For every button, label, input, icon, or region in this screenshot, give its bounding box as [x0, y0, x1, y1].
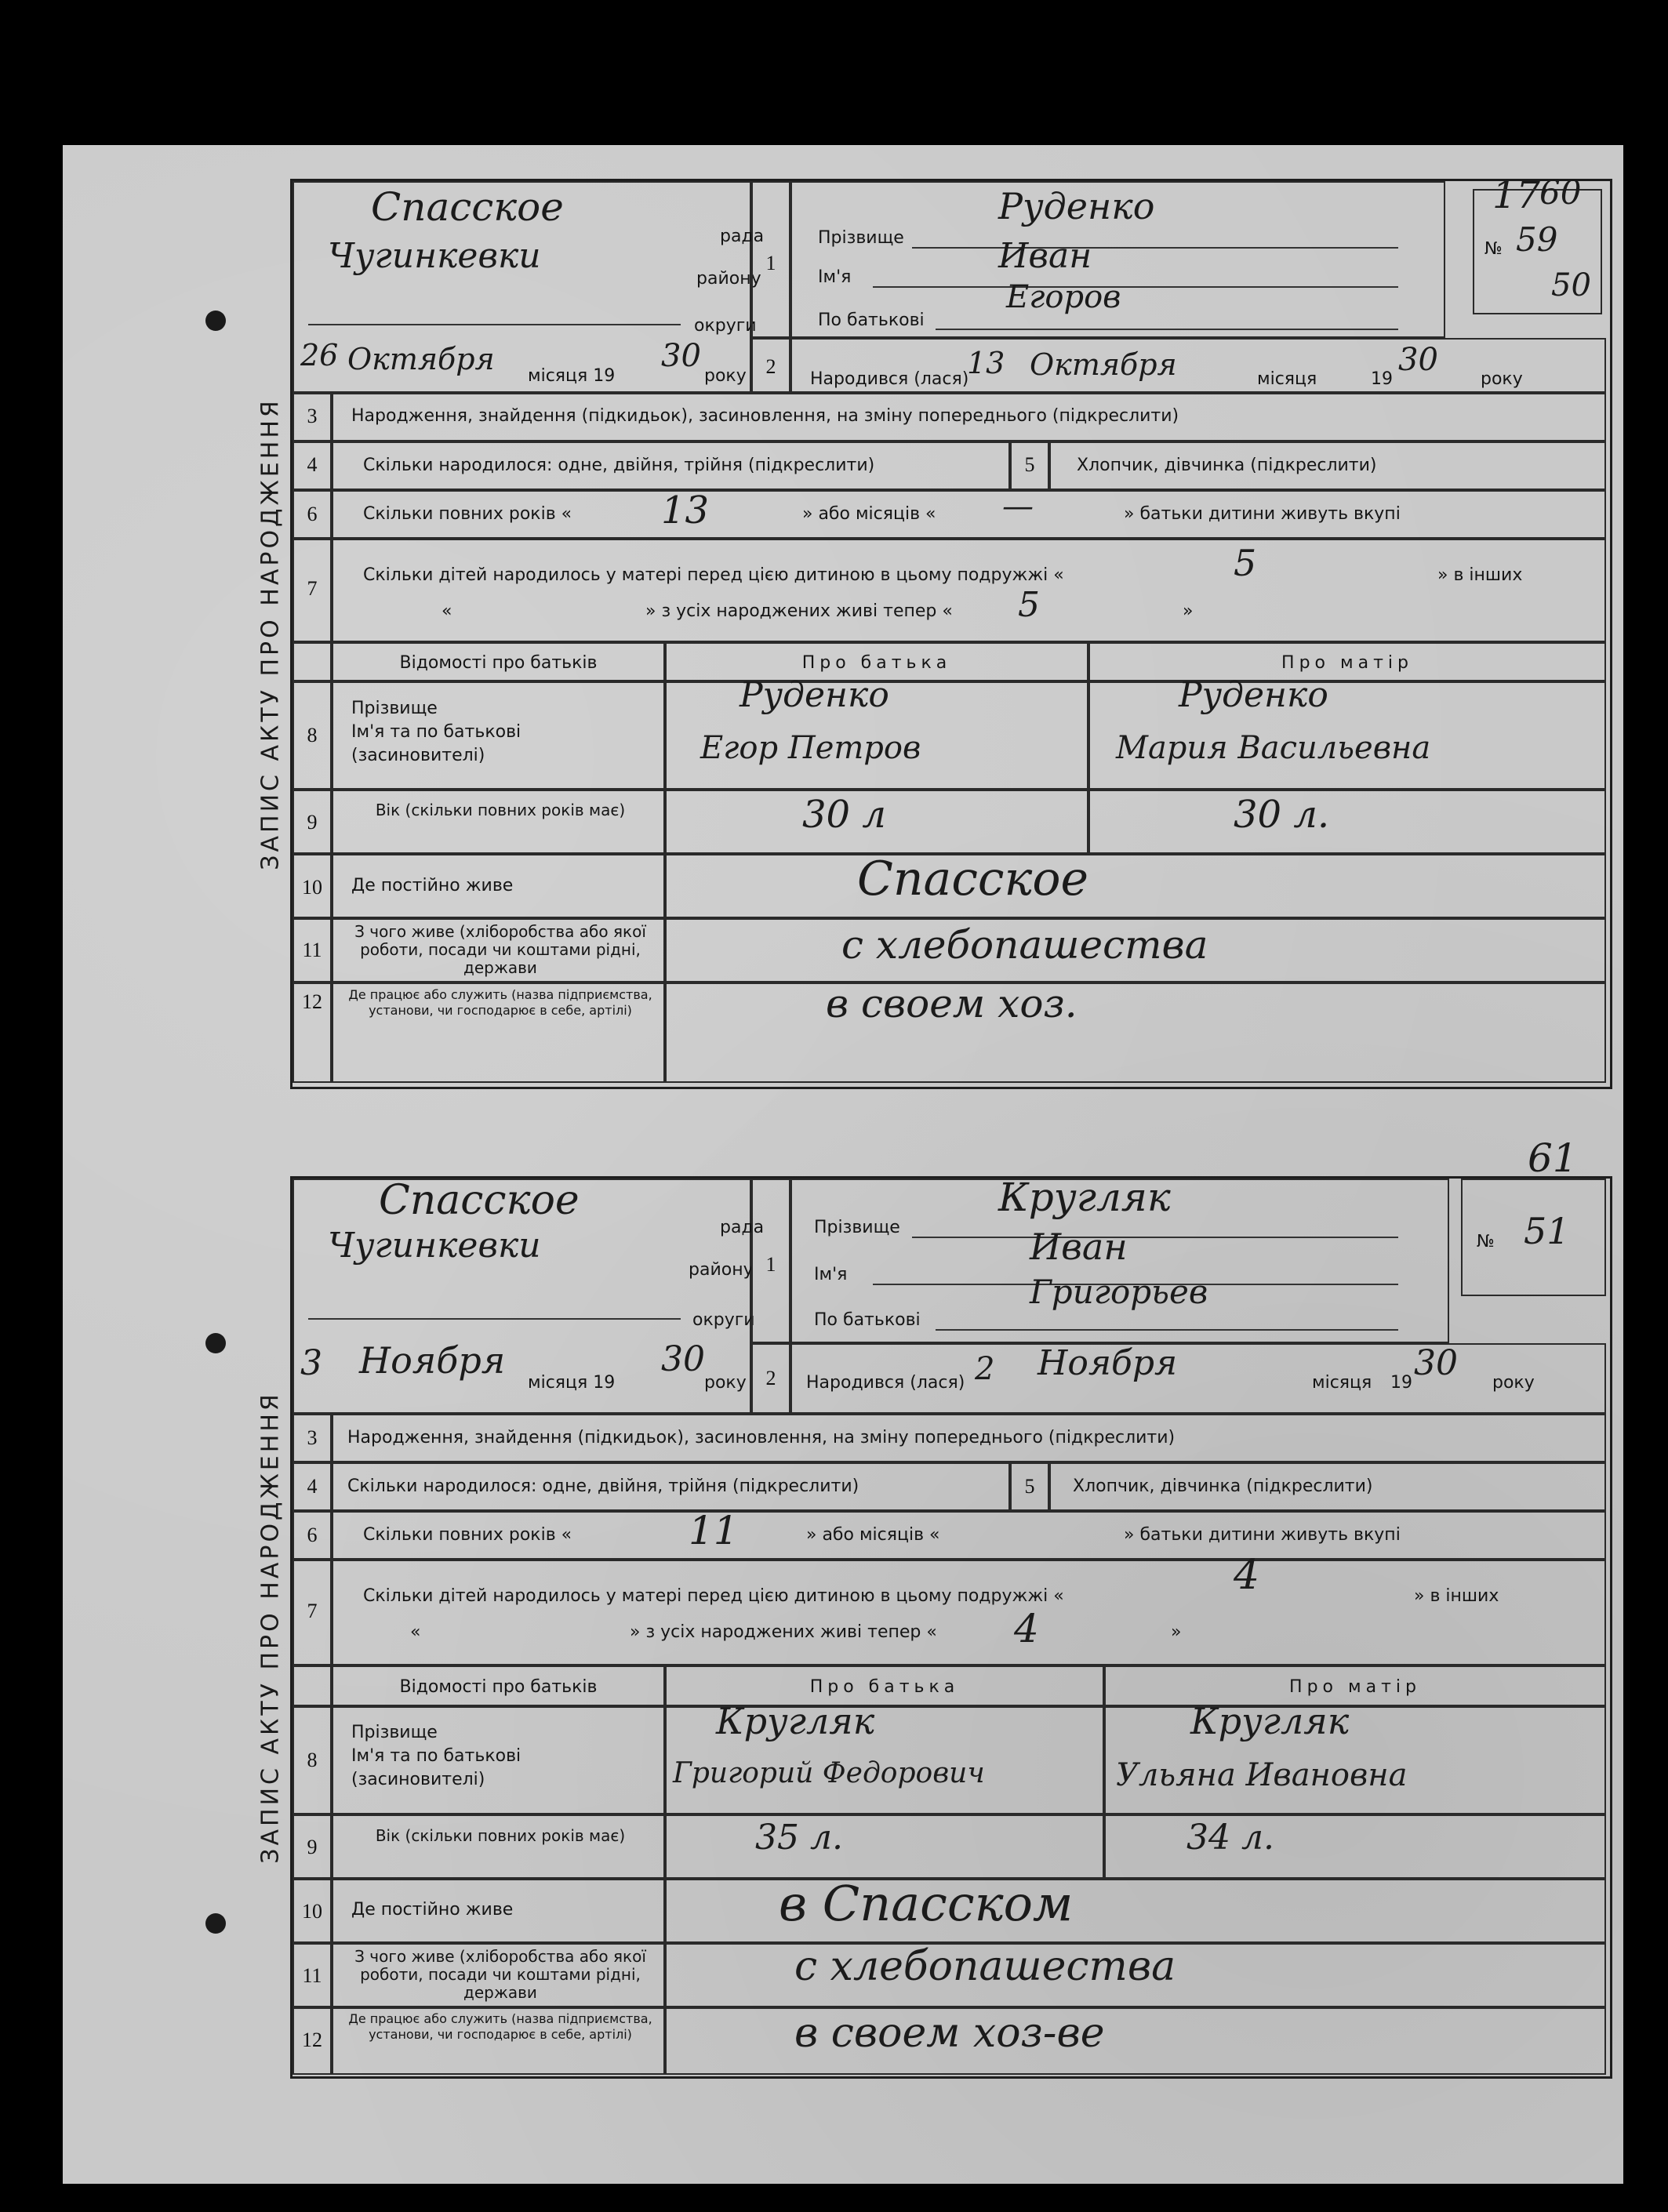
- raion-label: району: [696, 269, 761, 289]
- father-name: Егор Петров: [700, 730, 921, 766]
- birth-record-2: ЗАПИС АКТУ ПРО НАРОДЖЕННЯ Спасское рада Чугинкевки району округи 3 Ноября місяця 19 30 року 1 2 Прізвище Кругляк Ім'я Иван По батькові Григорьев № 61 51 Народився (лася) 2 Ноября місяця 19 30 року 3 Народження, знайдення (підкидьок), засиновлення, на зміну попереднього (підкреслити) 4 Скільки народилося: одне, двійня, трійня (підкреслити) 5 Хлопчик, дівчинка (підкреслити) 6 Скільки повних років « 11 » або місяців « » батьки дитини живуть вкупі 7 Скільки дітей народилось у матері перед цією дитиною в цьому подружжі « 4 » в інших « » з усіх народжених живі тепер « 4 » Відомості про батьків Про батька Про матір 8 Прізвище Ім'я та по батькові (засиновителі) Кругляк Григорий Федорович Кругляк Ульяна Ивановна 9 Вік (скільки повних років має) 35 л. 34 л. 10 Де постійно живе в Спасском 11 З чого живе (хліборобства або якої роботи, посади чи коштами рідні, держави с хлебопашества 12 Де працює або служить (назва підприємства, установи, чи господарює в себе, артілі) в своем хоз-ве: [290, 1176, 1612, 2079]
- row7-line2-a: «: [410, 1622, 421, 1642]
- child-surname-label: Прізвище: [818, 228, 904, 248]
- row6-months: —: [1002, 489, 1034, 525]
- row8-label: Прізвище Ім'я та по батькові (засиновителі): [351, 699, 521, 765]
- record-number: 61: [1528, 1135, 1578, 1181]
- income: с хлебопашества: [794, 1943, 1176, 1990]
- row10-label: Де постійно живе: [351, 876, 514, 895]
- row6-label-a: Скільки повних років «: [363, 504, 572, 524]
- row5-text: Хлопчик, дівчинка (підкреслити): [1077, 456, 1377, 475]
- child-surname: Руденко: [998, 185, 1155, 227]
- mother-name: Мария Васильевна: [1116, 730, 1431, 766]
- number-sign: №: [1484, 239, 1503, 259]
- row7-line2-b: » з усіх народжених живі тепер «: [630, 1622, 937, 1642]
- work: в своем хоз-ве: [794, 2010, 1105, 2057]
- mother-name: Ульяна Ивановна: [1116, 1757, 1408, 1793]
- row7-line1-b: » в інших: [1414, 1586, 1499, 1606]
- row7-count: 5: [1234, 542, 1257, 584]
- reg-year-label: року: [704, 366, 747, 386]
- born-label: Народився (лася): [810, 369, 969, 389]
- row7-line2-c: »: [1171, 1622, 1182, 1642]
- born-month: Ноября: [1038, 1343, 1178, 1383]
- raion-value: Чугинкевки: [328, 1226, 541, 1266]
- reg-year: 30: [661, 338, 701, 374]
- okrug-label: округи: [692, 1310, 755, 1330]
- birth-record-1: ЗАПИС АКТУ ПРО НАРОДЖЕННЯ Спасское рада Чугинкевки району округи 26 Октября місяця 19 30 року 1 2 Прізвище Руденко Ім'я Иван По батькові Егоров 17 № 60 59 50 Народився (лася) 13 Октября місяця 19 30 року 3 Народження, знайдення (підкидьок), засиновлення, на зміну попереднього (підкреслити) 4 Скільки народилося: одне, двійня, трійня (підкреслити) 5 Хлопчик, дівчинка (підкреслити) 6 Скільки повних років « 13 » або місяців « — » батьки дитини живуть вкупі 7 Скільки дітей народилось у матері перед цією дитиною в цьому подружжі « 5 » в інших « » з усіх народжених живі тепер « 5 » Відомості про батьків Про батька Про матір 8 Прізвище Ім'я та по батькові (засиновителі) Руденко Егор Петров Руденко Мария Васильевна 9 Вік (скільки повних років має) 30 л 30 л. 10 Де постійно живе Спасское 11 З чого живе (хліборобства або якої роботи, посади чи коштами рідні, держави с хлебопашества 12 Де працює або служить (назва підприємства, установи, чи господарює в себе, артілі) в своем хоз.: [290, 179, 1612, 1089]
- row3-text: Народження, знайдення (підкидьок), засиновлення, на зміну попереднього (підкреслити): [351, 406, 1179, 426]
- rada-value: Спасское: [379, 1177, 580, 1224]
- row6-label-a: Скільки повних років «: [363, 1525, 572, 1545]
- born-day: 13: [967, 346, 1005, 380]
- born-day: 2: [975, 1351, 995, 1387]
- row7-line1-a: Скільки дітей народилось у матері перед цією дитиною в цьому подружжі «: [363, 1586, 1064, 1606]
- father-surname: Кругляк: [716, 1700, 875, 1742]
- row12-label: Де працює або служить (назва підприємства, установи, чи господарює в себе, артілі): [348, 987, 652, 1018]
- child-patronymic-label: По батькові: [818, 311, 925, 330]
- record-number: 60: [1539, 173, 1582, 212]
- row6-years: 11: [689, 1508, 739, 1553]
- row6-label-c: » батьки дитини живуть вкупі: [1124, 1525, 1401, 1545]
- father-age: 35 л.: [755, 1818, 843, 1858]
- father-age: 30 л: [802, 793, 886, 837]
- row11-label: З чого живе (хліборобства або якої роботи, посади чи коштами рідні, держави: [354, 922, 646, 977]
- born-label: Народився (лася): [806, 1373, 965, 1393]
- reg-month-label: місяця 19: [528, 366, 616, 386]
- reg-month: Октября: [347, 342, 495, 376]
- mother-age: 30 л.: [1234, 793, 1330, 837]
- residence: в Спасском: [779, 1875, 1074, 1932]
- reg-day: 3: [300, 1343, 322, 1383]
- born-year-prefix: 19: [1390, 1373, 1412, 1393]
- child-name-label: Ім'я: [818, 267, 852, 287]
- child-patronymic-label: По батькові: [814, 1310, 921, 1330]
- row7-alive: 5: [1018, 585, 1040, 625]
- record-side-title: ЗАПИС АКТУ ПРО НАРОДЖЕННЯ: [256, 1391, 285, 1864]
- raion-label: району: [689, 1260, 754, 1280]
- row10-label: Де постійно живе: [351, 1900, 514, 1920]
- child-surname: Кругляк: [998, 1175, 1171, 1220]
- row4-text: Скільки народилося: одне, двійня, трійня (підкреслити): [363, 456, 875, 475]
- born-month-label: місяця: [1312, 1373, 1372, 1393]
- mother-surname: Руденко: [1179, 675, 1328, 715]
- born-year: 30: [1398, 342, 1438, 378]
- parents-header: Відомості про батьків: [399, 653, 598, 673]
- row12-label: Де працює або служить (назва підприємства, установи, чи господарює в себе, артілі): [348, 2011, 652, 2042]
- income: с хлебопашества: [841, 922, 1208, 968]
- child-surname-label: Прізвище: [814, 1218, 900, 1237]
- row6-label-b: » або місяців «: [802, 504, 936, 524]
- father-surname: Руденко: [740, 675, 889, 715]
- child-patronymic: Егоров: [1006, 279, 1121, 315]
- father-name: Григорий Федорович: [673, 1757, 985, 1789]
- raion-value: Чугинкевки: [328, 236, 541, 276]
- mother-header: Про матір: [1281, 653, 1413, 673]
- father-header: Про батька: [809, 1677, 960, 1697]
- row7-line1-b: » в інших: [1437, 565, 1523, 585]
- mother-header: Про матір: [1289, 1677, 1421, 1697]
- row7-line1-a: Скільки дітей народилось у матері перед цією дитиною в цьому подружжі «: [363, 565, 1064, 585]
- reg-month-label: місяця 19: [528, 1373, 616, 1393]
- born-year-prefix: 19: [1371, 369, 1393, 389]
- record-number-alt: 59: [1516, 220, 1558, 259]
- row6-label-c: » батьки дитини живуть вкупі: [1124, 504, 1401, 524]
- father-header: Про батька: [801, 653, 952, 673]
- okrug-label: округи: [694, 316, 757, 336]
- row5-text: Хлопчик, дівчинка (підкреслити): [1073, 1476, 1373, 1496]
- residence: Спасское: [857, 852, 1088, 906]
- row11-label: З чого живе (хліборобства або якої роботи, посади чи коштами рідні, держави: [354, 1947, 646, 2002]
- row9-label: Вік (скільки повних років має): [375, 1826, 626, 1845]
- child-name-label: Ім'я: [814, 1265, 848, 1284]
- rada-value: Спасское: [371, 184, 564, 230]
- born-year-label: року: [1492, 1373, 1535, 1393]
- row9-label: Вік (скільки повних років має): [375, 801, 626, 819]
- row6-label-b: » або місяців «: [806, 1525, 940, 1545]
- child-patronymic: Григорьев: [1030, 1273, 1208, 1311]
- born-year: 30: [1414, 1343, 1458, 1383]
- punch-hole: [205, 311, 226, 331]
- born-month-label: місяця: [1257, 369, 1317, 389]
- record-number-extra: 50: [1551, 267, 1591, 303]
- row8-label: Прізвище Ім'я та по батькові (засиновителі): [351, 1723, 521, 1789]
- reg-day: 26: [300, 338, 339, 372]
- reg-year: 30: [661, 1339, 705, 1379]
- child-name: Иван: [998, 236, 1092, 276]
- row7-count: 4: [1234, 1552, 1260, 1599]
- punch-hole: [205, 1913, 226, 1934]
- reg-year-label: року: [704, 1373, 747, 1393]
- row7-line2-b: » з усіх народжених живі тепер «: [645, 601, 953, 621]
- reg-month: Ноября: [359, 1339, 506, 1382]
- work: в своем хоз.: [826, 981, 1077, 1026]
- row4-text: Скільки народилося: одне, двійня, трійня (підкреслити): [347, 1476, 859, 1496]
- row7-alive: 4: [1014, 1606, 1039, 1651]
- row7-line2-c: »: [1183, 601, 1194, 621]
- born-year-label: року: [1481, 369, 1523, 389]
- row6-years: 13: [661, 489, 710, 532]
- parents-header: Відомості про батьків: [399, 1677, 598, 1697]
- row3-text: Народження, знайдення (підкидьок), засиновлення, на зміну попереднього (підкреслити): [347, 1428, 1176, 1447]
- record-number-alt: 51: [1524, 1210, 1570, 1252]
- born-month: Октября: [1030, 347, 1177, 382]
- punch-hole: [205, 1333, 226, 1353]
- number-sign: №: [1477, 1232, 1495, 1251]
- mother-age: 34 л.: [1186, 1818, 1274, 1858]
- rada-label: рада: [720, 227, 765, 246]
- mother-surname: Кругляк: [1190, 1700, 1350, 1742]
- child-name: Иван: [1030, 1226, 1128, 1268]
- top-number: 17: [1492, 173, 1541, 217]
- record-side-title: ЗАПИС АКТУ ПРО НАРОДЖЕННЯ: [256, 398, 285, 870]
- row7-line2-a: «: [442, 601, 452, 621]
- rada-label: рада: [720, 1218, 765, 1237]
